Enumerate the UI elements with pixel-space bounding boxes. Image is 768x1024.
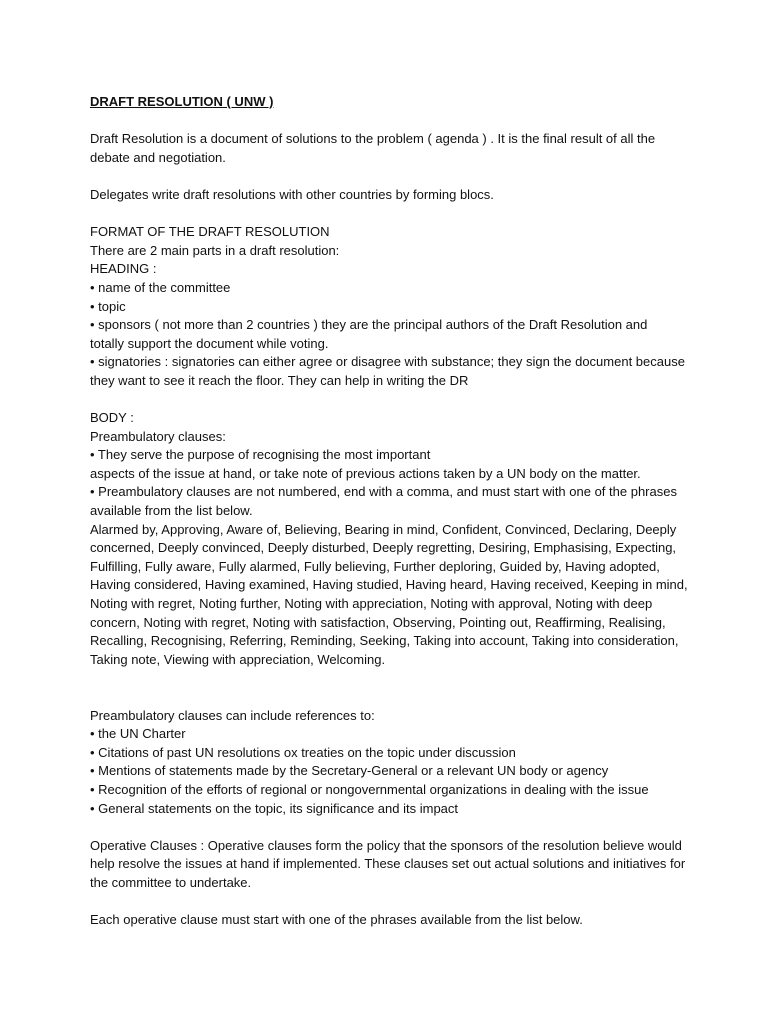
preambulatory-section: [90, 446, 690, 669]
text-line: available from the list below.: [90, 503, 253, 519]
references-label: Preambulatory clauses can include references to:: [90, 707, 375, 723]
list-item: • topic: [90, 298, 126, 314]
text-line: • They serve the purpose of recognising the most important: [90, 447, 431, 463]
list-item: • Citations of past UN resolutions ox treaties on the topic under discussion: [90, 744, 516, 760]
list-item: • name of the committee: [90, 279, 231, 295]
list-item: • sponsors ( not more than 2 countries ) they are the principal authors of the Draft Resolution and: [90, 317, 648, 333]
spacer: [90, 112, 690, 131]
heading-list: [90, 279, 690, 391]
preambulatory-label: Preambulatory clauses:: [90, 428, 226, 444]
body-label: BODY :: [90, 410, 134, 426]
references-list: [90, 725, 690, 818]
document-title: DRAFT RESOLUTION ( UNW ): [90, 94, 274, 109]
text-line: Having considered, Having examined, Having studied, Having heard, Having received, Keeping in mind,: [90, 577, 688, 593]
spacer: [90, 205, 690, 224]
text-line: Draft Resolution is a document of solutions to the problem ( agenda ) . It is the final result of all the: [90, 131, 656, 147]
delegates-paragraph: Delegates write draft resolutions with other countries by forming blocs.: [90, 186, 494, 202]
heading-label: HEADING :: [90, 261, 157, 277]
text-line: Taking note, Viewing with appreciation, Welcoming.: [90, 651, 386, 667]
text-line: concerned, Deeply convinced, Deeply disturbed, Deeply regretting, Desiring, Emphasising, Expecting,: [90, 540, 677, 556]
text-line: Alarmed by, Approving, Aware of, Believing, Bearing in mind, Confident, Convinced, Declaring, Deeply: [90, 521, 677, 537]
text-line: help resolve the issues at hand if implemented. These clauses set out actual solutions and initiatives for: [90, 856, 686, 872]
text-line: debate and negotiation.: [90, 149, 226, 165]
spacer: [90, 167, 690, 186]
text-line: Noting with regret, Noting further, Noting with appreciation, Noting with approval, Noting with deep: [90, 596, 653, 612]
list-item: • General statements on the topic, its significance and its impact: [90, 800, 459, 816]
text-line: Recalling, Recognising, Referring, Reminding, Seeking, Taking into account, Taking into consideration,: [90, 633, 679, 649]
text-line: • Preambulatory clauses are not numbered, end with a comma, and must start with one of the phrases: [90, 484, 677, 500]
list-item: • Recognition of the efforts of regional or nongovernmental organizations in dealing with the issue: [90, 781, 649, 797]
spacer: [90, 818, 690, 837]
intro-paragraph: [90, 130, 690, 167]
list-item: they want to see it reach the floor. They can help in writing the DR: [90, 372, 469, 388]
text-line: Operative Clauses : Operative clauses form the policy that the sponsors of the resolution believe would: [90, 837, 682, 853]
operative-instruction: Each operative clause must start with one of the phrases available from the list below.: [90, 912, 583, 928]
list-item: totally support the document while voting.: [90, 335, 329, 351]
spacer: [90, 669, 690, 706]
list-item: • the UN Charter: [90, 726, 186, 742]
format-intro: There are 2 main parts in a draft resolution:: [90, 242, 340, 258]
operative-paragraph: [90, 837, 690, 893]
format-heading: FORMAT OF THE DRAFT RESOLUTION: [90, 224, 330, 240]
list-item: • signatories : signatories can either agree or disagree with substance; they sign the document because: [90, 354, 685, 370]
text-line: aspects of the issue at hand, or take note of previous actions taken by a UN body on the matter.: [90, 465, 641, 481]
document-page: [90, 93, 690, 930]
list-item: • Mentions of statements made by the Secretary-General or a relevant UN body or agency: [90, 763, 609, 779]
spacer: [90, 391, 690, 410]
text-line: concern, Noting with regret, Noting with satisfaction, Observing, Pointing out, Reaffirming, Realising,: [90, 614, 666, 630]
text-line: Fulfilling, Fully aware, Fully alarmed, Fully believing, Further deploring, Guided by, Having adopted,: [90, 558, 660, 574]
text-line: the committee to undertake.: [90, 874, 252, 890]
spacer: [90, 893, 690, 912]
